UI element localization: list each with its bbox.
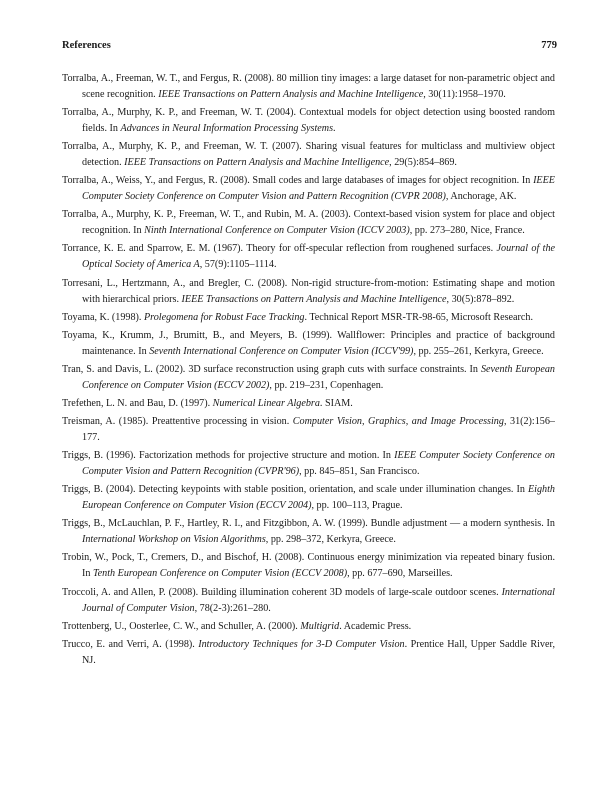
reference-details: , pp. 298–372, Kerkyra, Greece. (265, 534, 396, 546)
reference-venue: Seventh European Conference on Computer Vision (ECCV 2002) (82, 363, 555, 391)
reference-entry (62, 585, 555, 617)
reference-text: Toyama, K. (1998). (62, 311, 144, 323)
reference-entry (62, 328, 555, 360)
reference-list (62, 71, 555, 671)
reference-text: Torralba, A., Murphy, K. P., and Freeman, W. T. (2004). Contextual models for object detection using boosted random fields. In (62, 107, 555, 135)
reference-details: , 30(5):878–892. (446, 293, 515, 305)
reference-text: Tran, S. and Davis, L. (2002). 3D surface reconstruction using graph cuts with surface constraints. In (62, 363, 481, 375)
reference-text: Torresani, L., Hertzmann, A., and Bregler, C. (2008). Non-rigid structure-from-motion: Estimating shape and motion with hierarchical priors. (62, 277, 555, 305)
reference-venue: Tenth European Conference on Computer Vision (ECCV 2008) (92, 568, 348, 580)
reference-entry (62, 396, 555, 412)
reference-details: , pp. 219–231, Copenhagen. (269, 379, 384, 391)
reference-details: . (333, 123, 336, 135)
reference-entry (62, 105, 555, 137)
reference-text: Trottenberg, U., Oosterlee, C. W., and Schuller, A. (2000). (62, 620, 301, 632)
reference-entry (62, 139, 555, 171)
reference-details: , 57(9):1105–1114. (199, 259, 277, 271)
reference-venue: Introductory Techniques for 3-D Computer Vision (198, 638, 405, 650)
reference-details: . Academic Press. (339, 620, 412, 632)
reference-details: , pp. 255–261, Kerkyra, Greece. (413, 345, 544, 357)
reference-venue: Numerical Linear Algebra (212, 397, 320, 409)
reference-details: , pp. 845–851, San Francisco. (299, 466, 420, 478)
reference-text: Triggs, B. (2004). Detecting keypoints with stable position, orientation, and scale under illumination changes. In (62, 484, 528, 496)
reference-venue: IEEE Computer Society Conference on Computer Vision and Pattern Recognition (CVPR 2008) (82, 175, 555, 203)
reference-text: Treisman, A. (1985). Preattentive processing in vision. (62, 416, 293, 428)
reference-entry (62, 516, 555, 548)
reference-details: , pp. 273–280, Nice, France. (409, 225, 525, 237)
reference-text: Torralba, A., Weiss, Y., and Fergus, R. (2008). Small codes and large databases of images for object recognition. In (62, 175, 534, 187)
reference-text: Torrance, K. E. and Sparrow, E. M. (1967). Theory for off-specular reflection from roughened surfaces. (62, 243, 497, 255)
reference-details: , 31(2):156–177. (82, 416, 555, 444)
reference-details: , 29(5):854–869. (389, 157, 457, 169)
reference-venue: International Workshop on Vision Algorithms (82, 534, 266, 546)
reference-venue: IEEE Transactions on Pattern Analysis and Machine Intelligence (181, 293, 447, 305)
reference-details: . SIAM. (319, 397, 353, 409)
reference-venue: Computer Vision, Graphics, and Image Processing (292, 416, 504, 428)
reference-venue: International Journal of Computer Vision (82, 586, 555, 614)
reference-details: . Technical Report MSR-TR-98-65, Microsoft Research. (304, 311, 534, 323)
reference-venue: IEEE Transactions on Pattern Analysis and Machine Intelligence (158, 89, 424, 100)
reference-entry (62, 482, 555, 514)
reference-details: . Prentice Hall, Upper Saddle River, NJ. (82, 638, 555, 666)
section-title: References (62, 40, 111, 51)
reference-venue: Prolegomena for Robust Face Tracking (143, 311, 305, 323)
reference-entry (62, 362, 555, 394)
reference-venue: Ninth International Conference on Computer Vision (ICCV 2003) (144, 225, 410, 237)
reference-text: Toyama, K., Krumm, J., Brumitt, B., and Meyers, B. (1999). Wallflower: Principles and practice of background maintenance. In (62, 329, 555, 357)
reference-text: Trobin, W., Pock, T., Cremers, D., and Bischof, H. (2008). Continuous energy minimization via repeated binary fusion. In (62, 552, 555, 580)
reference-entry (62, 414, 555, 446)
reference-venue: Seventh International Conference on Computer Vision (ICCV'99) (149, 345, 414, 357)
reference-text: Torralba, A., Murphy, K. P., and Freeman, W. T. (2007). Sharing visual features for multiclass and multiview object detection. (62, 141, 555, 169)
reference-entry (62, 207, 555, 239)
reference-details: , Anchorage, AK. (445, 191, 517, 203)
reference-venue: Multigrid (300, 620, 340, 632)
reference-text: Trucco, E. and Verri, A. (1998). (62, 638, 199, 650)
reference-text: Troccoli, A. and Allen, P. (2008). Building illumination coherent 3D models of large-scale outdoor scenes. (62, 586, 502, 598)
reference-entry (62, 448, 555, 480)
reference-text: Trefethen, L. N. and Bau, D. (1997). (62, 397, 213, 409)
reference-details: , pp. 677–690, Marseilles. (347, 568, 453, 580)
reference-text: Triggs, B., McLauchlan, P. F., Hartley, R. I., and Fitzgibbon, A. W. (1999). Bundle adjustment — a modern synthesis. In (62, 518, 555, 530)
reference-venue: IEEE Computer Society Conference on Computer Vision and Pattern Recognition (CVPR'96) (82, 450, 555, 478)
reference-entry (62, 276, 555, 308)
reference-venue: Advances in Neural Information Processing Systems (120, 123, 334, 135)
reference-entry (62, 71, 555, 103)
reference-entry (62, 550, 555, 582)
reference-text: Triggs, B. (1996). Factorization methods for projective structure and motion. In (62, 450, 395, 462)
reference-venue: Journal of the Optical Society of America A (82, 243, 555, 271)
page-number: 779 (541, 40, 557, 51)
reference-text: Torralba, A., Freeman, W. T., and Fergus, R. (2008). 80 million tiny images: a large dataset for non-parametric object and scene recognition. (62, 73, 555, 100)
reference-text: Torralba, A., Murphy, K. P., Freeman, W. T., and Rubin, M. A. (2003). Context-based vision system for place and object recognition. In (62, 209, 555, 237)
reference-entry (62, 173, 555, 205)
reference-venue: Eighth European Conference on Computer Vision (ECCV 2004) (82, 484, 555, 512)
reference-entry (62, 637, 555, 669)
reference-details: , 78(2-3):261–280. (194, 602, 271, 614)
running-head (62, 38, 557, 54)
reference-details: , pp. 100–113, Prague. (311, 500, 403, 512)
reference-venue: IEEE Transactions on Pattern Analysis and Machine Intelligence (124, 157, 390, 169)
reference-entry (62, 241, 555, 273)
reference-entry (62, 619, 555, 635)
reference-entry (62, 310, 555, 326)
reference-details: , 30(11):1958–1970. (423, 89, 506, 100)
